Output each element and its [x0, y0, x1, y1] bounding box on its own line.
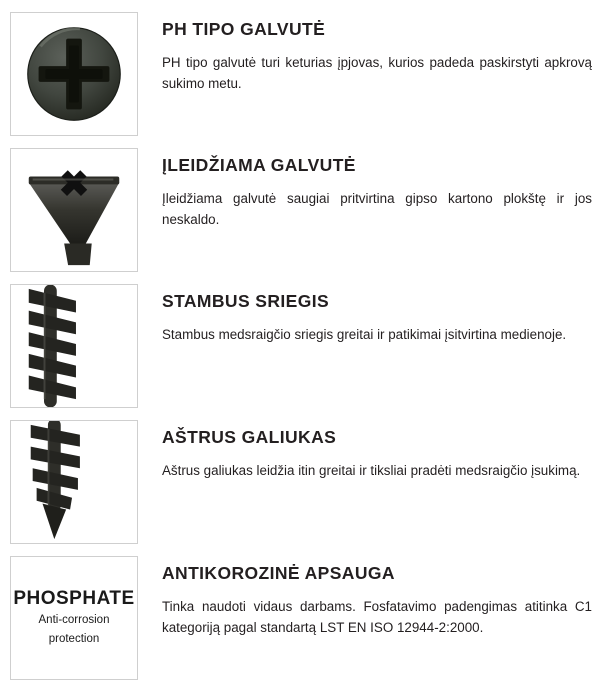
- feature-title: ANTIKOROZINĖ APSAUGA: [162, 563, 395, 583]
- feature-description: Aštrus galiukas leidžia itin greitai ir tiksliai pradėti medsraigčio įsukimą.: [162, 463, 581, 479]
- feature-item-anti-corrosion: [0, 556, 600, 680]
- screw-ph-head-photo: [10, 12, 138, 136]
- feature-text-anti-corrosion: [138, 556, 600, 639]
- feature-item-countersunk-head: [0, 148, 600, 272]
- feature-title: PH TIPO GALVUTĖ: [162, 19, 326, 39]
- screw-countersunk-head-photo: [10, 148, 138, 272]
- phosphate-label-sub-line1: Anti-corrosion: [38, 614, 110, 627]
- screw-coarse-thread-photo: [10, 284, 138, 408]
- phosphate-coating-label: [10, 556, 138, 680]
- feature-description: PH tipo galvutė turi keturias įpjovas, kurios padeda paskirstyti apkrovą sukimo metu.: [162, 55, 592, 92]
- feature-text-sharp-tip: [138, 420, 600, 482]
- feature-item-ph-head: [0, 12, 600, 136]
- feature-description: Stambus medsraigčio sriegis greitai ir patikimai įsitvirtina medienoje.: [162, 327, 567, 343]
- phosphate-label-main: PHOSPHATE: [13, 588, 135, 610]
- feature-text-ph-head: [138, 12, 600, 95]
- phosphate-label-sub-line2: protection: [48, 633, 100, 645]
- screw-sharp-tip-photo: [10, 420, 138, 544]
- feature-description: Tinka naudoti vidaus darbams. Fosfatavimo padengimas atitinka C1 kategoriją pagal standartą LST EN ISO 12944-2:2000.: [162, 599, 592, 636]
- feature-title: STAMBUS SRIEGIS: [162, 291, 330, 311]
- feature-item-coarse-thread: [0, 284, 600, 408]
- feature-description: Įleidžiama galvutė saugiai pritvirtina gipso kartono plokštę ir jos neskaldo.: [162, 191, 592, 228]
- feature-title: AŠTRUS GALIUKAS: [162, 427, 337, 447]
- feature-item-sharp-tip: [0, 420, 600, 544]
- feature-title: ĮLEIDŽIAMA GALVUTĖ: [162, 155, 356, 175]
- feature-text-coarse-thread: [138, 284, 600, 346]
- feature-text-countersunk-head: [138, 148, 600, 231]
